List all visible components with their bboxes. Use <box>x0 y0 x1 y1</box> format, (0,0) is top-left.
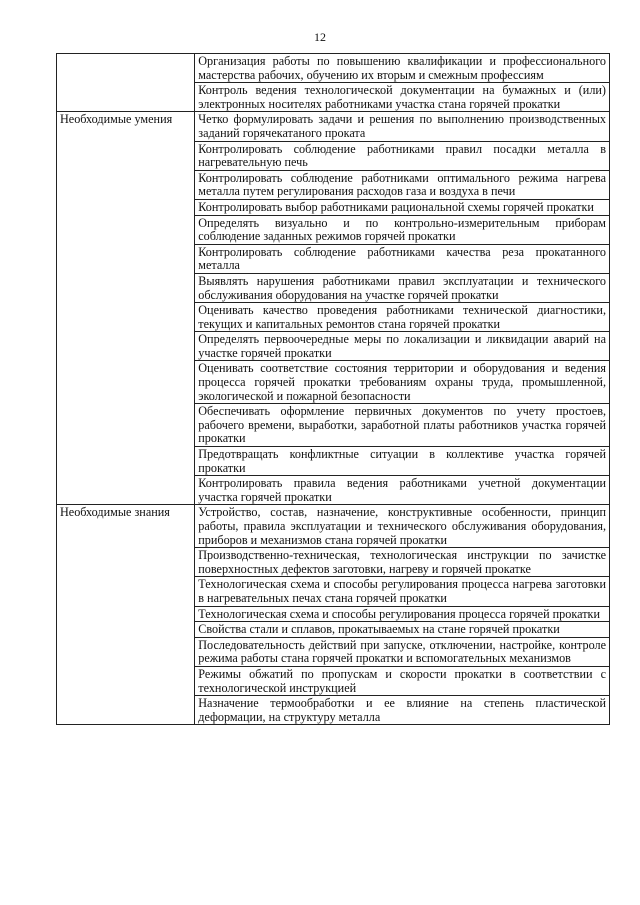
table-row <box>57 112 610 141</box>
list-item: Предотвращать конфликтные ситуации в коллективе участка горячей прокатки <box>195 447 610 476</box>
list-item: Технологическая схема и способы регулирования процесса нагрева заготовки в нагревательных печах стана горячей прокатки <box>195 577 610 606</box>
list-item: Технологическая схема и способы регулирования процесса горячей прокатки <box>195 606 610 622</box>
section-label-skills: Необходимые умения <box>57 112 195 505</box>
list-item: Контролировать соблюдение работниками правил посадки металла в нагревательную печь <box>195 141 610 170</box>
section-label-knowledge: Необходимые знания <box>57 505 195 725</box>
list-item: Определять визуально и по контрольно-измерительным приборам соблюдение заданных режимов горячей прокатки <box>195 215 610 244</box>
page-number: 12 <box>314 30 326 44</box>
qualification-table <box>56 53 610 725</box>
list-item: Определять первоочередные меры по локализации и ликвидации аварий на участке горячей прокатки <box>195 332 610 361</box>
list-item: Оценивать качество проведения работниками технической диагностики, текущих и капитальных ремонтов стана горячей прокатки <box>195 303 610 332</box>
list-item: Устройство, состав, назначение, конструктивные особенности, принцип работы, правила эксплуатации и технического обслуживания оборудования, приборов и механизмов стана горячей прокатки <box>195 505 610 548</box>
list-item: Последовательность действий при запуске, отключении, настройке, контроле режима работы стана горячей прокатки и вспомогательных механизмов <box>195 637 610 666</box>
list-item: Обеспечивать оформление первичных документов по учету простоев, рабочего времени, выработки, заработной платы работников участка горячей прокатки <box>195 404 610 447</box>
list-item: Контроль ведения технологической документации на бумажных и (или) электронных носителях работниками участка стана горячей прокатки <box>195 83 610 112</box>
list-item: Оценивать соответствие состояния территории и оборудования и ведения процесса горячей прокатки требованиям охраны труда, промышленной, экологической и пожарной безопасности <box>195 361 610 404</box>
list-item: Назначение термообработки и ее влияние на степень пластической деформации, на структуру металла <box>195 696 610 725</box>
table-row <box>57 54 610 83</box>
list-item: Выявлять нарушения работниками правил эксплуатации и технического обслуживания оборудования на участке горячей прокатки <box>195 273 610 302</box>
list-item: Организация работы по повышению квалификации и профессионального мастерства рабочих, обучению их вторым и смежным профессиям <box>195 54 610 83</box>
list-item: Свойства стали и сплавов, прокатываемых на стане горячей прокатки <box>195 622 610 638</box>
list-item: Контролировать выбор работниками рациональной схемы горячей прокатки <box>195 199 610 215</box>
list-item: Контролировать правила ведения работниками учетной документации участка горячей прокатки <box>195 476 610 505</box>
list-item: Производственно-техническая, технологическая инструкции по зачистке поверхностных дефектов заготовки, нагреву и горячей прокатке <box>195 548 610 577</box>
list-item: Режимы обжатий по пропускам и скорости прокатки в соответствии с технологической инструкцией <box>195 666 610 695</box>
list-item: Четко формулировать задачи и решения по выполнению производственных заданий горячекатаного проката <box>195 112 610 141</box>
list-item: Контролировать соблюдение работниками качества реза прокатанного металла <box>195 244 610 273</box>
section-label <box>57 54 195 112</box>
table-row <box>57 505 610 548</box>
list-item: Контролировать соблюдение работниками оптимального режима нагрева металла путем регулирования расходов газа и воздуха в печи <box>195 170 610 199</box>
